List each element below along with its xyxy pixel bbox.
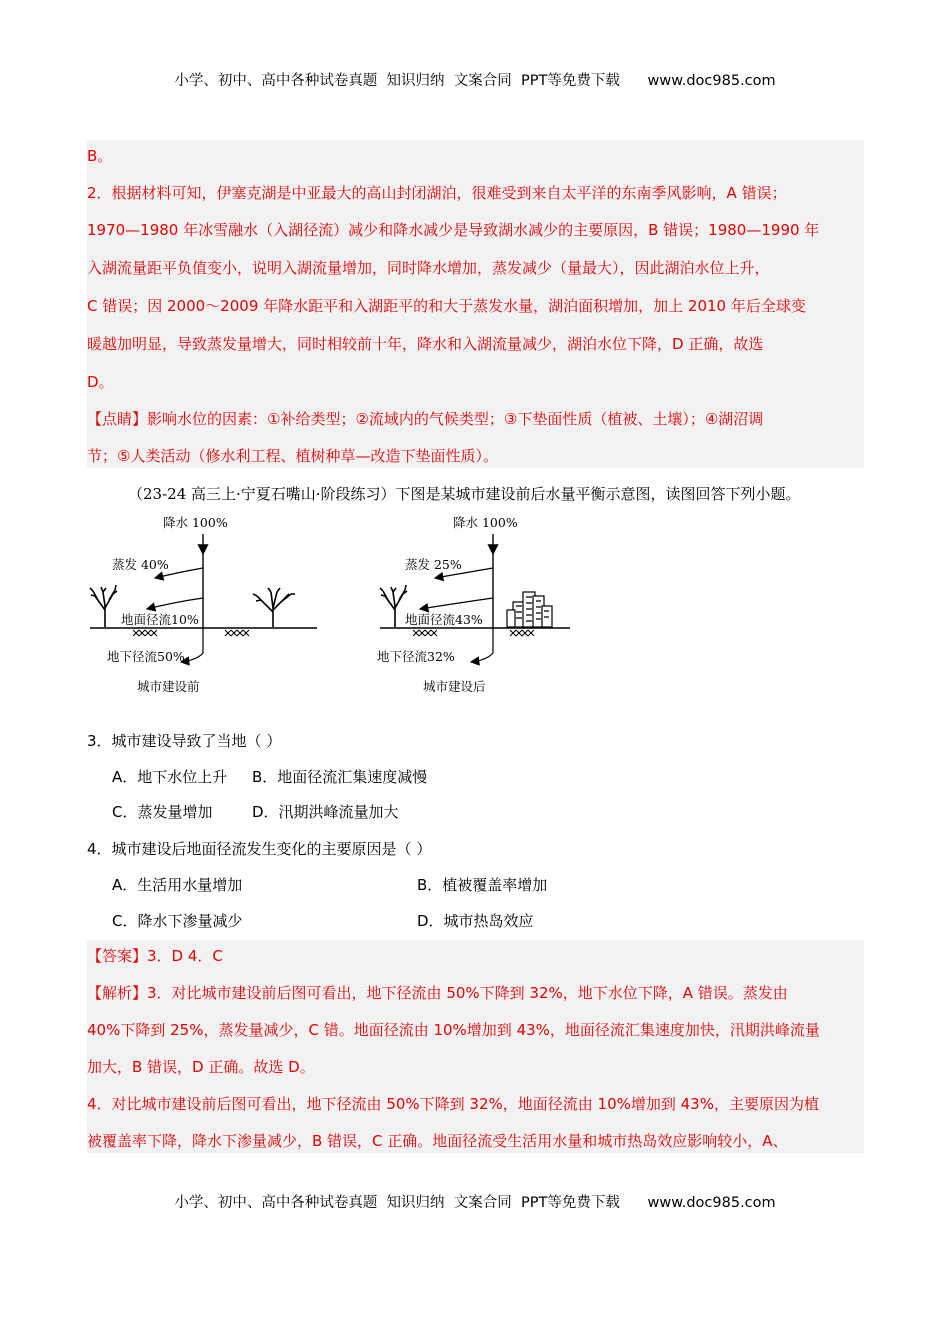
q4-option-a: A．生活用水量增加 [112,876,243,894]
evap-label-after: 蒸发 25% [405,557,462,572]
soil-hatch [133,630,249,636]
q3-option-c: C．蒸发量增加 [112,803,213,821]
analysis-line: C 错误；因 2000～2009 年降水距平和入湖距平的和大于蒸发水量，湖泊面积增加，加上 2010 年后全球变 [87,297,806,315]
analysis-line: 1970—1980 年冰雪融水（入湖径流）减少和降水减少是导致湖水减少的主要原因，B 错误；1980—1990 年 [87,221,820,239]
caption-after: 城市建设后 [423,679,486,694]
ground-arrow-after [471,628,493,662]
analysis-line: 入湖流量距平负值变小，说明入湖流量增加，同时降水增加，蒸发减少（量最大），因此湖泊水位上升， [87,259,770,277]
q4-option-b: B．植被覆盖率增加 [417,876,548,894]
tip-line: 节；⑤人类活动（修水利工程、植树种草—改造下垫面性质）。 [87,447,498,465]
q3-option-a: A．地下水位上升 [112,768,228,786]
analysis-line: B。 [87,147,113,165]
q4-option-d: D．城市热岛效应 [417,912,534,930]
tree-icon [90,585,117,627]
surface-label-after: 地面径流43% [405,612,483,627]
analysis-line: D。 [87,373,114,391]
page-footer: 小学、初中、高中各种试卷真题 知识归纳 文案合同 PPT等免费下载 www.doc985.com [174,1195,776,1211]
explanation-line: 40%下降到 25%，蒸发量减少，C 错。地面径流由 10%增加到 43%，地面径流汇集速度加快，汛期洪峰流量 [87,1021,820,1039]
explanation-line: 加大，B 错误，D 正确。故选 D。 [87,1058,315,1076]
precip-label-after: 降水 100% [453,515,518,530]
precip-label-before: 降水 100% [163,515,228,530]
analysis-line: 暖越加明显，导致蒸发量增大，同时相较前十年，降水和入湖流量减少，湖泊水位下降，D 正确，故选 [87,335,764,353]
before-construction-panel [90,515,317,694]
surface-label-before: 地面径流10% [121,612,199,627]
explanation-line: 【解析】3．对比城市建设前后图可看出，地下径流由 50%下降到 32%，地下水位下降，A 错误。蒸发由 [87,984,788,1002]
tree-icon [380,585,407,627]
page-header: 小学、初中、高中各种试卷真题 知识归纳 文案合同 PPT等免费下载 www.doc985.com [174,73,776,89]
after-construction-panel [377,515,570,694]
explanation-line: 4．对比城市建设前后图可看出，地下径流由 50%下降到 32%，地面径流由 10%增加到 43%，主要原因为植 [87,1095,819,1113]
q3-option-b: B．地面径流汇集速度减慢 [252,768,428,786]
explanation-line: 被覆盖率下降，降水下渗量减少，B 错误，C 正确。地面径流受生活用水量和城市热岛效应影响较小，A、 [87,1132,788,1150]
question-3-stem: 3．城市建设导致了当地（ ） [87,732,282,750]
q3-option-d: D．汛期洪峰流量加大 [252,803,399,821]
soil-hatch [413,630,534,636]
question-intro: （23-24 高三上·宁夏石嘴山·阶段练习）下图是某城市建设前后水量平衡示意图，读图回答下列小题。 [128,485,801,503]
surface-arrow-after [420,598,493,609]
q4-option-c: C．降水下渗量减少 [112,912,243,930]
water-balance-figure [85,506,585,706]
ground-label-after: 地下径流32% [377,649,455,664]
tree-icon [253,588,295,627]
tip-line: 【点睛】影响水位的因素：①补给类型；②流域内的气候类型；③下垫面性质（植被、土壤）；④湖沼调 [87,410,764,428]
answer-line: 【答案】3．D 4．C [87,947,223,965]
surface-arrow-before [147,598,203,609]
evap-label-before: 蒸发 40% [112,557,169,572]
buildings-icon [507,592,552,627]
analysis-line: 2．根据材料可知，伊塞克湖是中亚最大的高山封闭湖泊，很难受到来自太平洋的东南季风影响，A 错误； [87,184,787,202]
question-4-stem: 4．城市建设后地面径流发生变化的主要原因是（ ） [87,840,432,858]
answer-block [87,940,864,1153]
ground-label-before: 地下径流50% [107,649,185,664]
caption-before: 城市建设前 [137,679,200,694]
